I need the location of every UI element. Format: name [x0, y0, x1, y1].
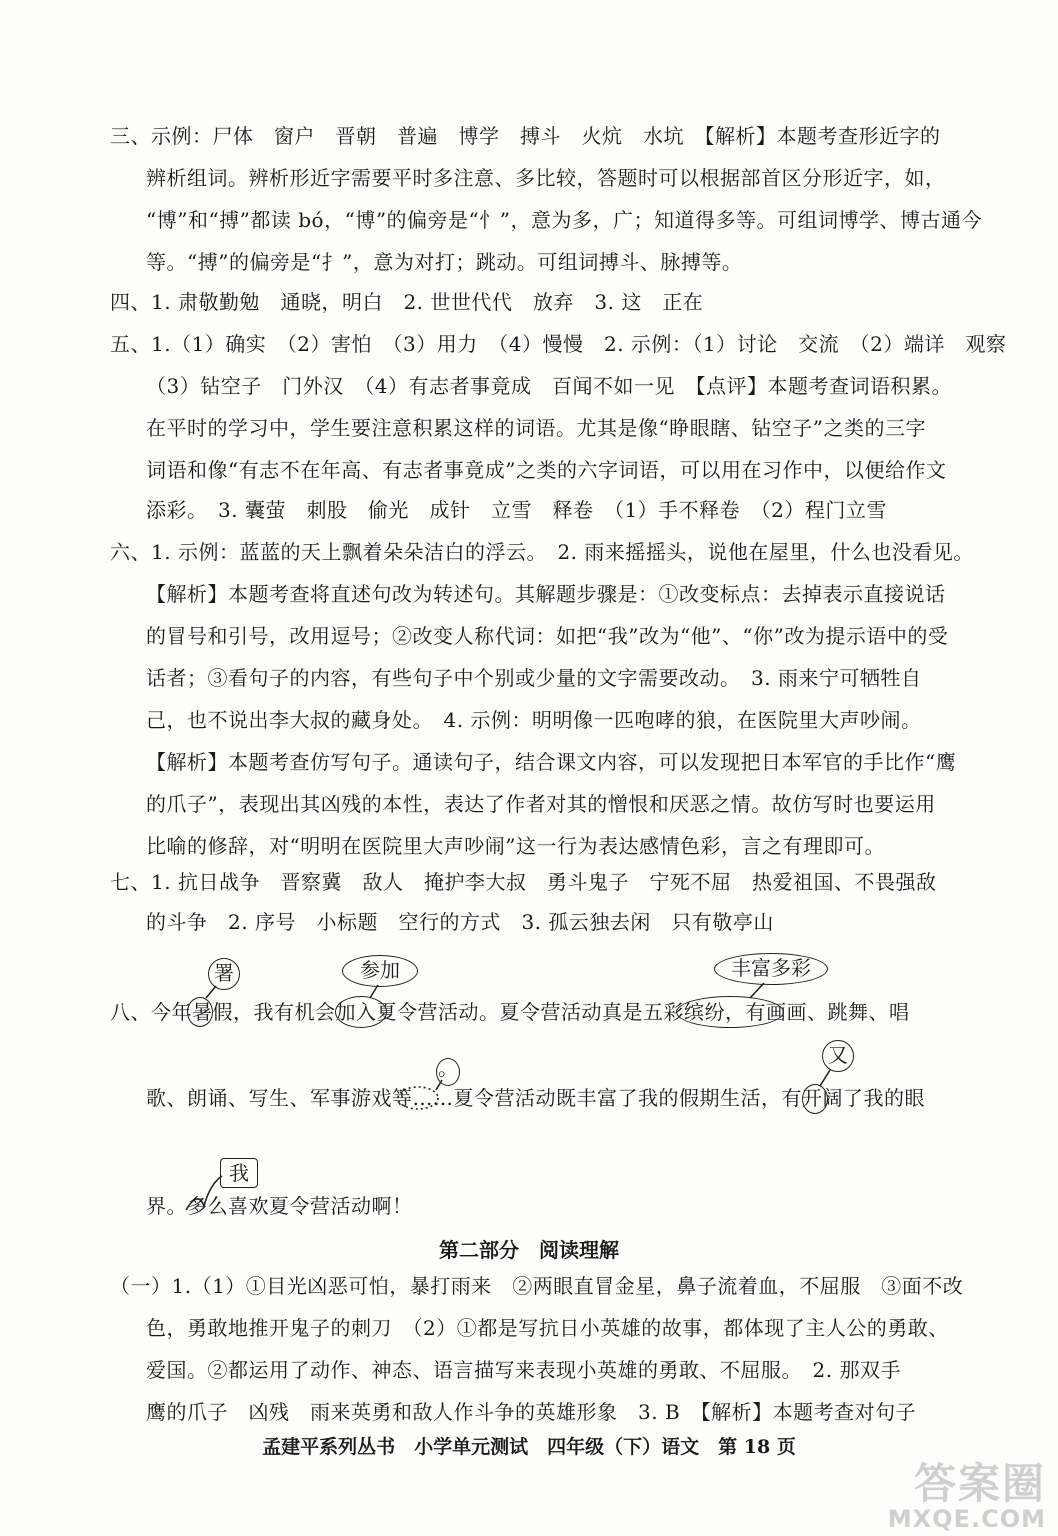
- section-title: 第二部分 阅读理解: [439, 1238, 619, 1262]
- correction-wo: 我: [220, 1158, 258, 1188]
- reading-line-2: 色，勇敢地推开鬼子的刺刀 （2）①都是写抗日小英雄的故事，都体现了主人公的勇敢、: [146, 1316, 949, 1340]
- correction-shu: 署: [208, 958, 240, 990]
- reading-line-1: （一）1.（1）①目光凶恶可怕，暴打雨来 ②两眼直冒金星，鼻子流着血，不屈服 ③面不改: [110, 1274, 964, 1298]
- watermark-logo: [887, 1459, 1046, 1533]
- answer-line-17: 的爪子”，表现出其凶残的本性，表达了作者对其的憎恨和厌恶之情。故仿写时也要运用: [146, 792, 936, 816]
- watermark-text: 答案圈: [913, 1459, 1046, 1508]
- answer-line-18: 比喻的修辞，对“明明在医院里大声吵闹”这一行为表达感情色彩，言之有理即可。: [146, 834, 885, 858]
- answer-line-6: 五、1.（1）确实 （2）害怕 （3）用力 （4）慢慢 2. 示例：（1）讨论 交流 （2）端详 观察: [110, 332, 1007, 356]
- answer-line-4: 等。“搏”的偏旁是“扌”，意为对打；跳动。可组词搏斗、脉搏等。: [146, 250, 743, 274]
- correction-canjia: 参加: [342, 955, 418, 987]
- reading-line-4: 鹰的爪子 凶残 雨来英勇和敌人作斗争的英雄形象 3. B 【解析】本题考查对句子: [146, 1400, 917, 1424]
- answer-line-5: 四、1. 肃敬勤勉 通晓，明白 2. 世世代代 放弃 3. 这 正在: [110, 290, 704, 314]
- answer-line-14: 话者；③看句子的内容，有些句子中个别或少量的文字需要改动。 3. 雨来宁可牺牲自: [146, 666, 922, 690]
- proofread-line-1: 八、今年暑假，我有机会加入夏令营活动。夏令营活动真是五彩缤纷，有画画、跳舞、唱: [110, 1000, 910, 1024]
- answer-line-15: 己，也不说出李大叔的藏身处。 4. 示例：明明像一匹咆哮的狼，在医院里大声吵闹。: [146, 708, 922, 732]
- answer-line-7: （3）钻空子 门外汉 （4）有志者事竟成 百闻不如一见 【点评】本题考查词语积累。: [146, 374, 952, 398]
- answer-line-10: 添彩。 3. 囊萤 刺股 偷光 成针 立雪 释卷 （1）手不释卷 （2）程门立雪: [146, 498, 887, 522]
- answer-line-19: 七、1. 抗日战争 晋察冀 敌人 掩护李大叔 勇斗鬼子 宁死不屈 热爱祖国、不畏强敌: [110, 870, 937, 894]
- answer-line-9: 词语和像“有志不在年高、有志者事竟成”之类的六字词语，可以用在习作中，以便给作文: [146, 458, 947, 482]
- answer-line-8: 在平时的学习中，学生要注意积累这样的词语。尤其是像“睁眼瞎、钻空子”之类的三字: [146, 416, 926, 440]
- proofread-line-2: 歌、朗诵、写生、军事游戏等……夏令营活动既丰富了我的假期生活，有开阔了我的眼: [146, 1086, 925, 1110]
- answer-line-13: 的冒号和引号，改用逗号；②改变人称代词：如把“我”改为“他”、“你”改为提示语中的受: [146, 624, 949, 648]
- answer-line-1: 三、示例：尸体 窗户 晋朝 普遍 博学 搏斗 火炕 水坑 【解析】本题考查形近字的: [110, 124, 941, 148]
- page-footer: 孟建平系列丛书 小学单元测试 四年级（下）语文 第 18 页: [262, 1436, 796, 1458]
- reading-line-3: 爱国。②都运用了动作、神态、语言描写来表现小英雄的勇敢、不屈服。 2. 那双手: [146, 1358, 901, 1382]
- watermark-url: MXQE.COM: [887, 1505, 1046, 1533]
- answer-line-12: 【解析】本题考查将直述句改为转述句。其解题步骤是：①改变标点：去掉表示直接说话: [146, 582, 946, 606]
- correction-you: 又: [822, 1040, 854, 1072]
- answer-line-2: 辨析组词。辨析形近字需要平时多注意、多比较，答题时可以根据部首区分形近字，如，: [146, 166, 946, 190]
- answer-line-16: 【解析】本题考查仿写句子。通读句子，结合课文内容，可以发现把日本军官的手比作“鹰: [146, 750, 957, 774]
- answer-line-20: 的斗争 2. 序号 小标题 空行的方式 3. 孤云独去闲 只有敬亭山: [146, 910, 774, 934]
- correction-dot: 。: [436, 1058, 460, 1086]
- answer-line-11: 六、1. 示例：蓝蓝的天上飘着朵朵洁白的浮云。 2. 雨来摇摇头，说他在屋里，什么也没看见。: [110, 540, 974, 564]
- correction-fengfu: 丰富多彩: [714, 953, 828, 985]
- proofread-line-3: 界。多么喜欢夏令营活动啊！: [146, 1194, 413, 1218]
- answer-line-3: “博”和“搏”都读 bó，“博”的偏旁是“忄”，意为多，广；知道得多等。可组词博学、博古通今: [146, 208, 982, 232]
